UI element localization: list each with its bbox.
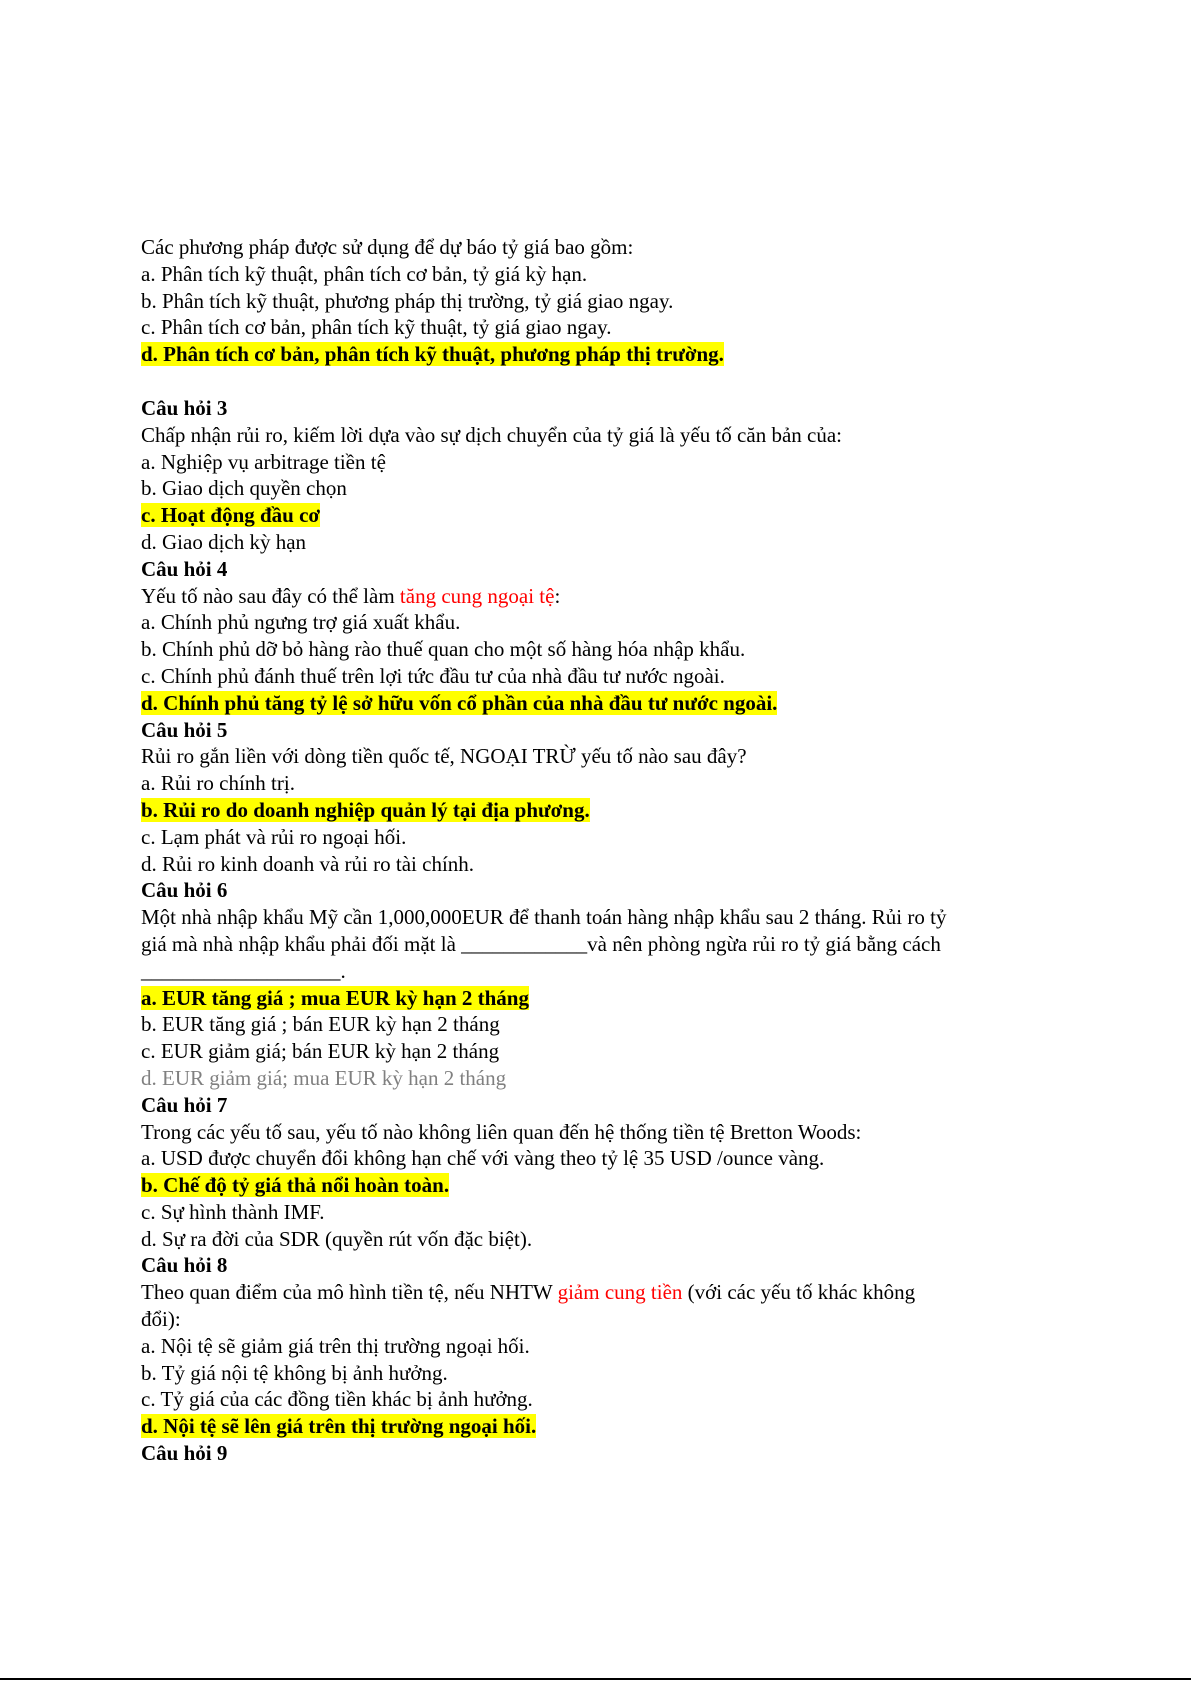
spacer [141,368,1061,395]
question-7-option-a: a. USD được chuyển đổi không hạn chế với vàng theo tỷ lệ 35 USD /ounce vàng. [141,1146,825,1171]
question-7-option-c: c. Sự hình thành IMF. [141,1199,325,1224]
question-8-text-part: Theo quan điểm của mô hình tiền tệ, nếu NHTW [141,1280,558,1305]
option-a: a. Phân tích kỹ thuật, phân tích cơ bản, tỷ giá kỳ hạn. [141,261,588,286]
question-8-text [141,1279,1061,1306]
question-6-option-c: c. EUR giảm giá; bán EUR kỳ hạn 2 tháng [141,1039,500,1064]
question-3-text: Chấp nhận rủi ro, kiếm lời dựa vào sự dịch chuyển của tỷ giá là yếu tố căn bản của: [141,422,842,447]
question-5-option-d: d. Rủi ro kinh doanh và rủi ro tài chính. [141,851,475,876]
question-3-title: Câu hỏi 3 [141,395,228,420]
question-8-text-line-2: đổi): [141,1307,181,1332]
question-8-option-a: a. Nội tệ sẽ giảm giá trên thị trường ngoại hối. [141,1333,530,1358]
question-8-option-c: c. Tỷ giá của các đồng tiền khác bị ảnh hưởng. [141,1387,533,1412]
question-6-text-line-1: Một nhà nhập khẩu Mỹ cần 1,000,000EUR để thanh toán hàng nhập khẩu sau 2 tháng. Rủi ro tỷ [141,905,947,930]
document-body [141,234,1061,1467]
question-6-option-d: d. EUR giảm giá; mua EUR kỳ hạn 2 tháng [141,1065,507,1090]
question-4-option-c: c. Chính phủ đánh thuế trên lợi tức đầu tư của nhà đầu tư nước ngoài. [141,663,725,688]
question-8-red-keyword: giảm cung tiền [557,1280,683,1305]
question-9-title: Câu hỏi 9 [141,1441,228,1466]
question-6-text-line-3: ___________________. [141,958,346,983]
question-4-option-a: a. Chính phủ ngưng trợ giá xuất khẩu. [141,610,461,635]
question-4-red-keyword: tăng cung ngoại tệ [399,583,555,608]
question-5-text: Rủi ro gắn liền với dòng tiền quốc tế, NGOẠI TRỪ yếu tố nào sau đây? [141,744,747,769]
question-8-correct-answer-d: d. Nội tệ sẽ lên giá trên thị trường ngoại hối. [141,1414,537,1439]
question-6-text-line-2: giá mà nhà nhập khẩu phải đối mặt là ____________và nên phòng ngừa rủi ro tỷ giá bằng cách [141,931,941,956]
question-6-correct-answer-a: a. EUR tăng giá ; mua EUR kỳ hạn 2 tháng [141,985,529,1010]
question-8-title: Câu hỏi 8 [141,1253,228,1278]
option-b: b. Phân tích kỹ thuật, phương pháp thị trường, tỷ giá giao ngay. [141,288,674,313]
question-4-text-end: : [554,583,561,608]
option-c: c. Phân tích cơ bản, phân tích kỹ thuật, tỷ giá giao ngay. [141,315,612,340]
question-4-correct-answer-d: d. Chính phủ tăng tỷ lệ sở hữu vốn cổ phần của nhà đầu tư nước ngoài. [141,690,778,715]
question-3-option-d: d. Giao dịch kỳ hạn [141,529,307,554]
question-5-correct-answer-b: b. Rủi ro do doanh nghiệp quản lý tại địa phương. [141,797,590,822]
question-5-option-a: a. Rủi ro chính trị. [141,771,295,796]
question-4-title: Câu hỏi 4 [141,556,228,581]
question-6-title: Câu hỏi 6 [141,878,228,903]
question-7-title: Câu hỏi 7 [141,1092,228,1117]
question-3-option-a: a. Nghiệp vụ arbitrage tiền tệ [141,449,386,474]
question-8-text-end: (với các yếu tố khác không [682,1280,916,1305]
question-4-option-b: b. Chính phủ dỡ bỏ hàng rào thuế quan cho một số hàng hóa nhập khẩu. [141,637,746,662]
question-3-option-b: b. Giao dịch quyền chọn [141,476,347,501]
question-4-text [141,583,1061,610]
question-8-option-b: b. Tỷ giá nội tệ không bị ảnh hưởng. [141,1360,448,1385]
question-3-correct-answer-c: c. Hoạt động đầu cơ [141,503,321,528]
correct-answer-d: d. Phân tích cơ bản, phân tích kỹ thuật, phương pháp thị trường. [141,342,724,367]
question-7-text: Trong các yếu tố sau, yếu tố nào không liên quan đến hệ thống tiền tệ Bretton Woods: [141,1119,862,1144]
question-4-text-part: Yếu tố nào sau đây có thể làm [141,583,400,608]
page-bottom-rule [0,1678,1191,1680]
question-7-option-d: d. Sự ra đời của SDR (quyền rút vốn đặc biệt). [141,1226,533,1251]
question-text: Các phương pháp được sử dụng để dự báo tỷ giá bao gồm: [141,235,634,259]
question-5-title: Câu hỏi 5 [141,717,228,742]
question-5-option-c: c. Lạm phát và rủi ro ngoại hối. [141,824,407,849]
question-7-correct-answer-b: b. Chế độ tỷ giá thả nổi hoàn toàn. [141,1173,450,1198]
question-6-option-b: b. EUR tăng giá ; bán EUR kỳ hạn 2 tháng [141,1012,500,1037]
